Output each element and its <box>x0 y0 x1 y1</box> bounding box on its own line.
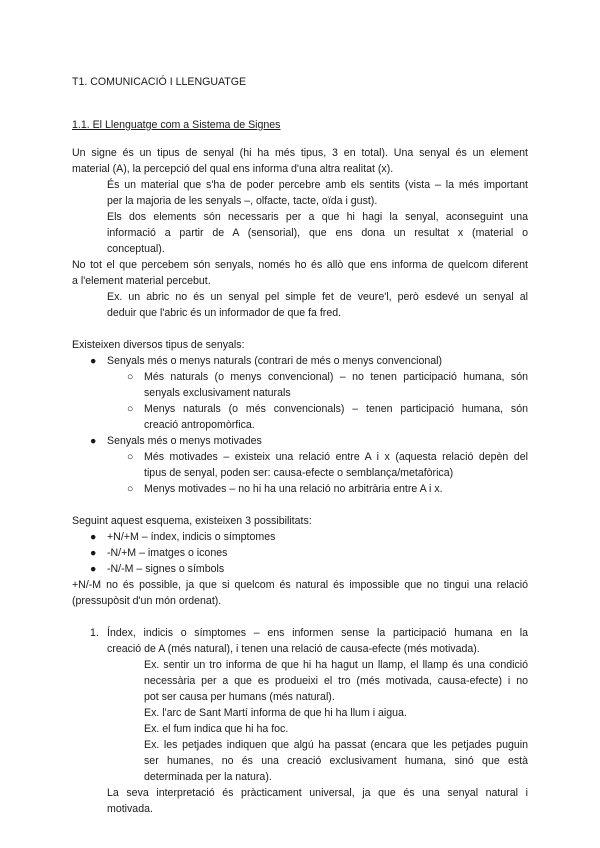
paragraph-line: Els dos elements són necessaris per a que hi hagi la senyal, aconseguint una <box>107 211 528 223</box>
example-line: pot ser causa per humans (més natural). <box>144 691 335 703</box>
sublist-item-line: creació antropomòrfica. <box>144 419 255 431</box>
example-line: Ex. sentir un tro informa de que hi ha hagut un llamp, el llamp és una condició <box>144 659 528 671</box>
bullet-disc-icon: ● <box>90 531 97 543</box>
example-line: Ex. un abric no és un senyal pel simple fet de veure'l, però esdevé un senyal al <box>107 291 528 303</box>
sublist-item-line: Menys naturals (o més convencionals) – tenen participació humana, són <box>144 403 528 415</box>
paragraph-line: a l'element material percebut. <box>72 275 211 287</box>
example-line: necessària per a que es produeixi el tro (més motivada, causa-efecte) i no <box>144 675 528 687</box>
list-item: -N/+M – imatges o icones <box>107 547 228 559</box>
paragraph-line: (pressupòsit d'un món ordenat). <box>72 595 222 607</box>
paragraph-line: per la majoria de les senyals –, olfacte, tacte, oïda i gust). <box>107 195 378 207</box>
list-item: Senyals més o menys motivades <box>107 435 262 447</box>
sublist-item-line: tipus de senyal, poden ser: causa-efecte o semblança/metafòrica) <box>144 467 454 479</box>
list-intro: Seguint aquest esquema, existeixen 3 possibilitats: <box>72 515 312 527</box>
bullet-disc-icon: ● <box>90 547 97 559</box>
numbered-item-line: Índex, indicis o símptomes – ens informen sense la participació humana en la <box>107 627 528 639</box>
sublist-item-line: Més motivades – existeix una relació entre A i x (aquesta relació depèn del <box>144 451 528 463</box>
paragraph-line: Un signe és un tipus de senyal (hi ha més tipus, 3 en total). Una senyal és un element <box>72 147 528 159</box>
paragraph-line: informació a partir de A (sensorial), que ens dona un resultat x (material o <box>107 227 528 239</box>
list-item: -N/-M – signes o símbols <box>107 563 225 575</box>
list-item: +N/+M – índex, indicis o símptomes <box>107 531 276 543</box>
list-intro: Existeixen diversos tipus de senyals: <box>72 339 245 351</box>
example-line: ser humanes, no és una creació exclusivament humana, sinó que està <box>144 755 528 767</box>
bullet-circle-icon: ○ <box>127 451 134 463</box>
sublist-item-line: senyals exclusivament naturals <box>144 387 291 399</box>
section-heading: 1.1. El Llenguatge com a Sistema de Signes <box>72 119 281 131</box>
sublist-item-line: Menys motivades – no hi ha una relació no arbitrària entre A i x. <box>144 483 443 495</box>
list-item: Senyals més o menys naturals (contrari de més o menys convencional) <box>107 355 443 367</box>
paragraph-line: La seva interpretació és pràcticament universal, ja que és una senyal natural i <box>107 787 528 799</box>
example-line: deduir que l'abric és un informador de que fa fred. <box>107 307 342 319</box>
paragraph-line: material (A), la percepció del qual ens informa d'una altra realitat (x). <box>72 163 394 175</box>
example-line: determinada per la natura). <box>144 771 272 783</box>
paragraph-line: conceptual). <box>107 243 165 255</box>
paragraph-line: És un material que s'ha de poder percebre amb els sentits (vista – la més important <box>107 179 528 191</box>
bullet-disc-icon: ● <box>90 435 97 447</box>
bullet-disc-icon: ● <box>90 563 97 575</box>
sublist-item-line: Més naturals (o menys convencional) – no tenen participació humana, són <box>144 371 528 383</box>
list-number: 1. <box>90 627 99 639</box>
example-line: Ex. el fum indica que hi ha foc. <box>144 723 289 735</box>
bullet-disc-icon: ● <box>90 355 97 367</box>
numbered-item-line: creació de A (més natural), i tenen una relació de causa-efecte (més motivada). <box>107 643 480 655</box>
paragraph-line: motivada. <box>107 803 153 815</box>
example-line: Ex. les petjades indiquen que algú ha passat (encara que les petjades puguin <box>144 739 528 751</box>
example-line: Ex. l'arc de Sant Martí informa de que hi ha llum i aigua. <box>144 707 407 719</box>
bullet-circle-icon: ○ <box>127 371 134 383</box>
paragraph-line: +N/-M no és possible, ja que si quelcom és natural és impossible que no tingui una relació <box>72 579 528 591</box>
paragraph-line: No tot el que percebem són senyals, només ho és allò que ens informa de quelcom diferent <box>72 259 528 271</box>
document-title: T1. COMUNICACIÓ I LLENGUATGE <box>72 76 247 88</box>
bullet-circle-icon: ○ <box>127 483 134 495</box>
bullet-circle-icon: ○ <box>127 403 134 415</box>
